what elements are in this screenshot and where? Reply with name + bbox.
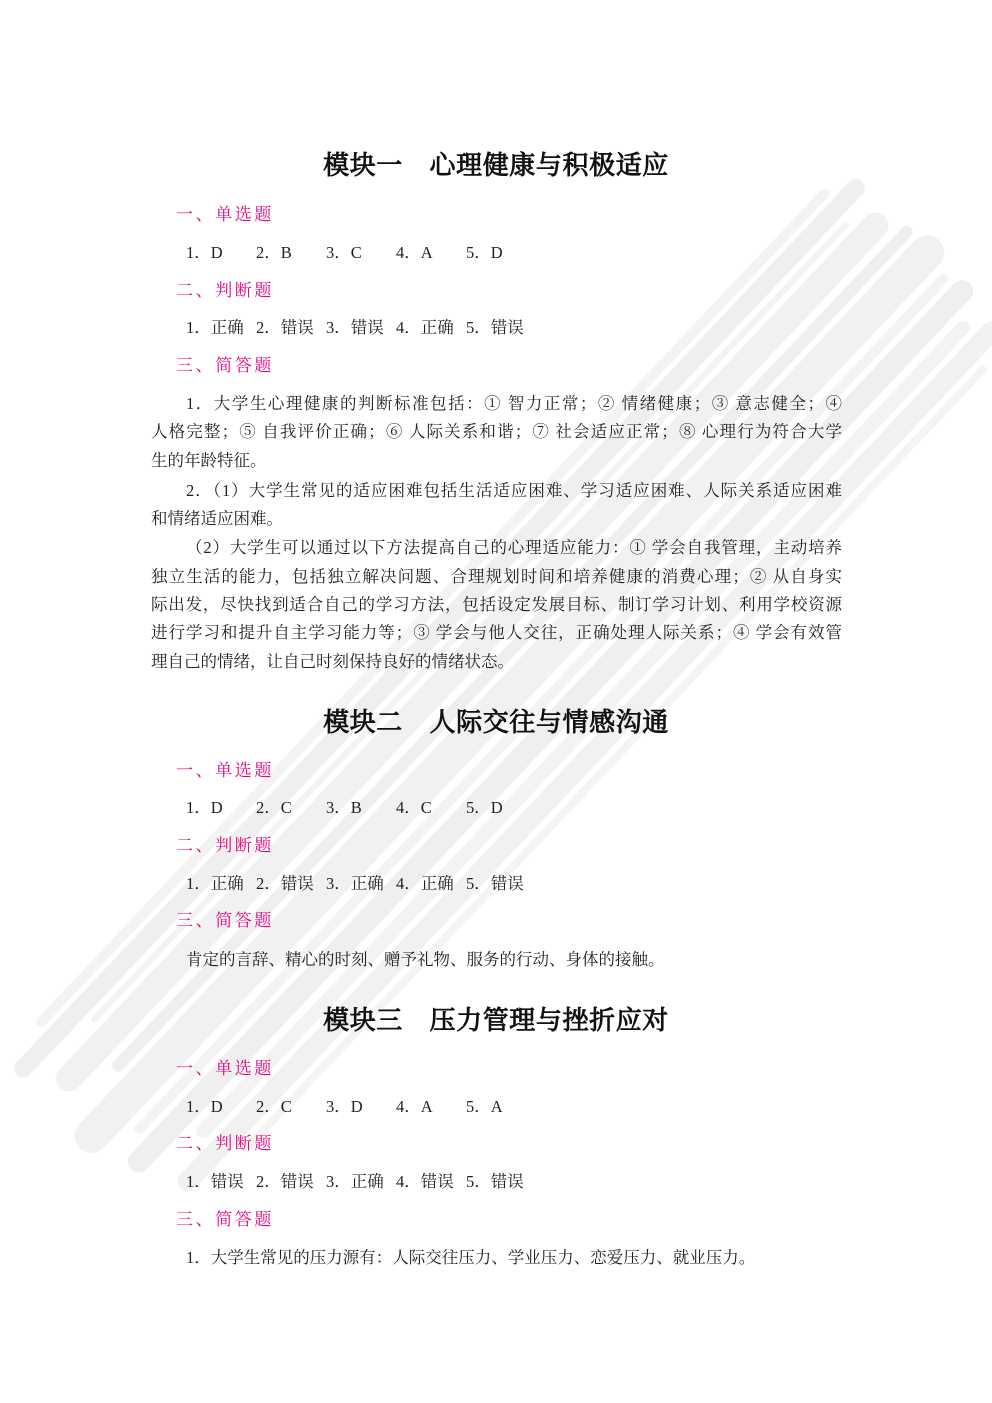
paragraph-line: 肯定的言辞、精心的时刻、赠予礼物、服务的行动、身体的接触。 (186, 950, 665, 969)
answer-item: 2．B (256, 243, 292, 262)
answer-item: 1．正确 (186, 874, 244, 893)
answer-item: 2．错误 (256, 1172, 314, 1191)
section-heading-short-answer: 三、简答题 (176, 911, 274, 930)
section-heading-single-choice: 一、单选题 (176, 761, 274, 780)
answer-item: 4．A (396, 243, 433, 262)
answer-item: 2．错误 (256, 874, 314, 893)
paragraph-line: 和情绪适应困难。 (151, 509, 283, 528)
answer-item: 3．错误 (326, 318, 384, 337)
answer-item: 1．正确 (186, 318, 244, 337)
section-heading-single-choice: 一、单选题 (176, 205, 274, 224)
module-title: 模块二 人际交往与情感沟通 (323, 707, 669, 737)
answer-item: 5．错误 (466, 318, 524, 337)
answer-item: 5．A (466, 1097, 503, 1116)
answer-item: 4．A (396, 1097, 433, 1116)
section-heading-true-false: 二、判断题 (176, 836, 274, 855)
answer-item: 5．D (466, 243, 503, 262)
paragraph-line: 2．（1）大学生常见的适应困难包括生活适应困难、学习适应困难、人际关系适应困难 (186, 481, 842, 500)
answer-item: 2．错误 (256, 318, 314, 337)
answer-item: 3．C (326, 243, 362, 262)
section-heading-short-answer: 三、简答题 (176, 356, 274, 375)
answer-item: 4．正确 (396, 874, 454, 893)
section-heading-single-choice: 一、单选题 (176, 1059, 274, 1078)
answer-item: 3．B (326, 798, 362, 817)
paragraph-line: （2）大学生可以通过以下方法提高自己的心理适应能力：① 学会自我管理，主动培养 (186, 538, 842, 557)
section-heading-true-false: 二、判断题 (176, 281, 274, 300)
paragraph-line: 独立生活的能力，包括独立解决问题、合理规划时间和培养健康的消费心理；② 从自身实 (151, 567, 842, 586)
module-title: 模块一 心理健康与积极适应 (323, 150, 669, 180)
paragraph-line: 1．大学生心理健康的判断标准包括：① 智力正常；② 情绪健康；③ 意志健全；④ (186, 394, 842, 413)
answer-item: 1．D (186, 243, 223, 262)
answer-item: 1．D (186, 1097, 223, 1116)
answer-item: 4．正确 (396, 318, 454, 337)
answer-item: 4．C (396, 798, 432, 817)
answer-item: 5．D (466, 798, 503, 817)
answer-item: 2．C (256, 798, 292, 817)
answer-item: 3．正确 (326, 874, 384, 893)
answer-item: 5．错误 (466, 1172, 524, 1191)
paragraph-line: 进行学习和提升自主学习能力等；③ 学会与他人交往，正确处理人际关系；④ 学会有效管 (151, 623, 842, 642)
paragraph-line: 人格完整；⑤ 自我评价正确；⑥ 人际关系和谐；⑦ 社会适应正常；⑧ 心理行为符合大学 (151, 422, 842, 441)
answer-item: 1．错误 (186, 1172, 244, 1191)
paragraph-line: 理自己的情绪，让自己时刻保持良好的情绪状态。 (151, 652, 514, 671)
paragraph-line: 1．大学生常见的压力源有：人际交往压力、学业压力、恋爱压力、就业压力。 (186, 1248, 756, 1267)
section-heading-short-answer: 三、简答题 (176, 1210, 274, 1229)
answer-item: 2．C (256, 1097, 292, 1116)
answer-item: 4．错误 (396, 1172, 454, 1191)
answer-item: 5．错误 (466, 874, 524, 893)
answer-item: 3．D (326, 1097, 363, 1116)
answer-item: 3．正确 (326, 1172, 384, 1191)
paragraph-line: 际出发，尽快找到适合自己的学习方法，包括设定发展目标、制订学习计划、利用学校资源 (151, 595, 842, 614)
paragraph-line: 生的年龄特征。 (151, 451, 267, 470)
section-heading-true-false: 二、判断题 (176, 1134, 274, 1153)
module-title: 模块三 压力管理与挫折应对 (323, 1005, 669, 1035)
answer-item: 1．D (186, 798, 223, 817)
